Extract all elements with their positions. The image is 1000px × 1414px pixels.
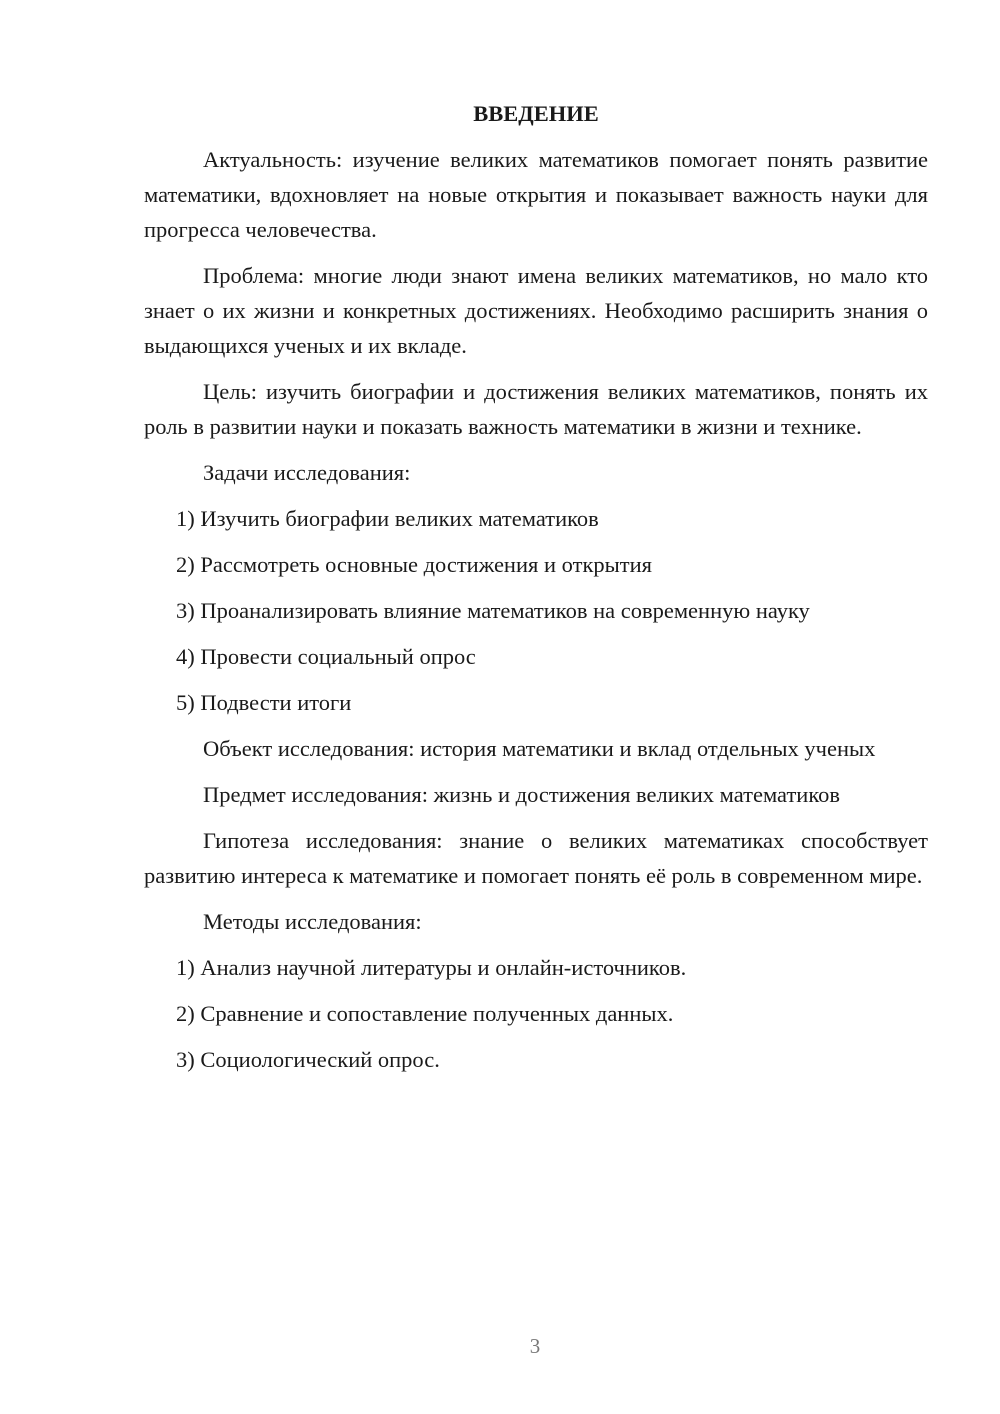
method-item: 1) Анализ научной литературы и онлайн-источников. [176,955,687,980]
page-number: 3 [529,1334,541,1358]
goal-paragraph: Цель: изучить биографии и достижения великих математиков, понять их роль в развитии науки и показать важность математики в жизни и технике. [144,379,928,439]
method-item: 3) Социологический опрос. [176,1047,440,1072]
methods-heading: Методы исследования: [203,909,422,934]
task-item: 4) Провести социальный опрос [176,644,476,669]
page-content [144,96,928,1088]
task-item: 2) Рассмотреть основные достижения и открытия [176,552,652,577]
task-item: 3) Проанализировать влияние математиков на современную науку [176,598,810,623]
object-paragraph: Объект исследования: история математики и вклад отдельных ученых [203,736,876,761]
task-item: 5) Подвести итоги [176,690,352,715]
tasks-heading: Задачи исследования: [203,460,411,485]
hypothesis-paragraph: Гипотеза исследования: знание о великих математиках способствует развитию интереса к математике и помогает понять её роль в современном мире. [144,828,928,888]
method-item: 2) Сравнение и сопоставление полученных данных. [176,1001,674,1026]
relevance-paragraph: Актуальность: изучение великих математиков помогает понять развитие математики, вдохновляет на новые открытия и показывает важность науки для прогресса человечества. [144,147,928,242]
subject-paragraph: Предмет исследования: жизнь и достижения великих математиков [203,782,840,807]
task-item: 1) Изучить биографии великих математиков [176,506,599,531]
section-title: ВВЕДЕНИЕ [473,101,599,126]
problem-paragraph: Проблема: многие люди знают имена великих математиков, но мало кто знает о их жизни и конкретных достижениях. Необходимо расширить знания о выдающихся ученых и их вкладе. [144,263,928,358]
